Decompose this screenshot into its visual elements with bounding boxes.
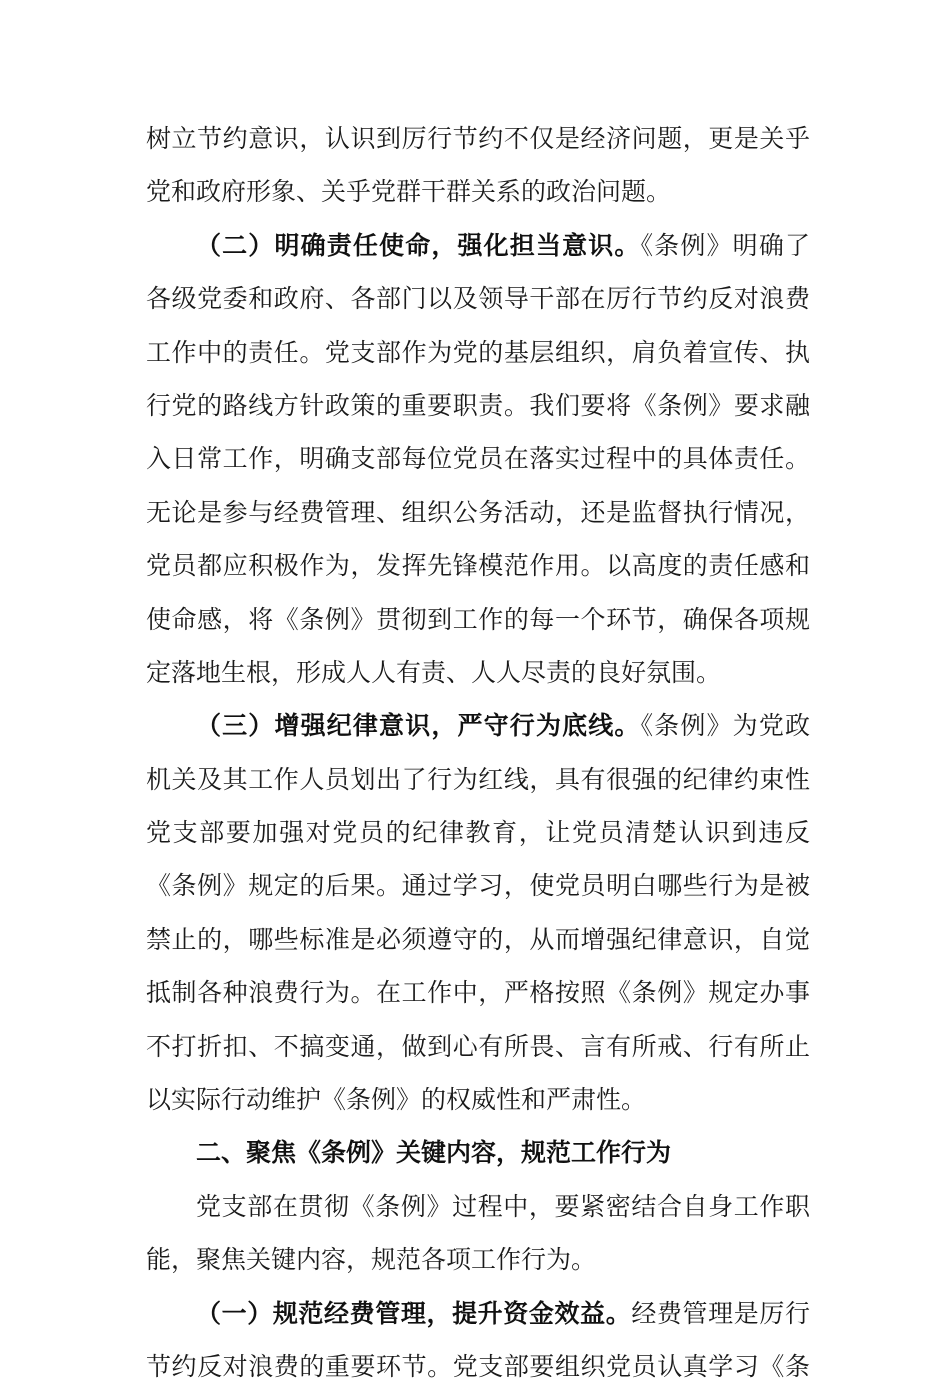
section-lead-text: 《条例》明确了 bbox=[640, 230, 810, 260]
paragraph-line: 《条例》规定的后果。通过学习，使党员明白哪些行为是被 bbox=[146, 871, 810, 901]
paragraph-line: 以实际行动维护《条例》的权威性和严肃性。 bbox=[146, 1085, 647, 1115]
paragraph-line: 使命感，将《条例》贯彻到工作的每一个环节，确保各项规 bbox=[146, 604, 810, 634]
paragraph-line: 不打折扣、不搞变通，做到心有所畏、言有所戒、行有所止 bbox=[146, 1031, 810, 1061]
document-body bbox=[146, 112, 810, 1393]
paragraph-line: 节约反对浪费的重要环节。党支部要组织党员认真学习《条 bbox=[146, 1351, 810, 1381]
paragraph-line: 能，聚焦关键内容，规范各项工作行为。 bbox=[146, 1245, 597, 1275]
section-lead-line bbox=[146, 219, 810, 272]
paragraph-line: 禁止的，哪些标准是必须遵守的，从而增强纪律意识，自觉 bbox=[146, 924, 810, 954]
section-lead-text: 经费管理是厉行 bbox=[631, 1298, 810, 1328]
section-lead-heading: （三）增强纪律意识，严守行为底线。 bbox=[196, 711, 641, 741]
paragraph-line: 党支部在贯彻《条例》过程中，要紧密结合自身工作职 bbox=[196, 1191, 810, 1221]
paragraph-line: 党支部要加强对党员的纪律教育，让党员清楚认识到违反 bbox=[146, 818, 810, 848]
section-lead-line bbox=[146, 699, 810, 752]
paragraph-line: 无论是参与经费管理、组织公务活动，还是监督执行情况， bbox=[146, 497, 810, 527]
section-heading: 二、聚焦《条例》关键内容，规范工作行为 bbox=[196, 1138, 672, 1168]
paragraph-line: 行党的路线方针政策的重要职责。我们要将《条例》要求融 bbox=[146, 390, 810, 420]
section-lead-text: 《条例》为党政 bbox=[640, 711, 810, 741]
paragraph-line: 定落地生根，形成人人有责、人人尽责的良好氛围。 bbox=[146, 657, 722, 687]
paragraph-line: 党和政府形象、关乎党群干群关系的政治问题。 bbox=[146, 177, 672, 207]
paragraph-line: 机关及其工作人员划出了行为红线，具有很强的纪律约束性 bbox=[146, 764, 810, 794]
paragraph-line: 抵制各种浪费行为。在工作中，严格按照《条例》规定办事 bbox=[146, 978, 810, 1008]
section-lead-heading: （二）明确责任使命，强化担当意识。 bbox=[196, 230, 641, 260]
paragraph-line: 各级党委和政府、各部门以及领导干部在厉行节约反对浪费 bbox=[146, 284, 810, 314]
paragraph-line: 工作中的责任。党支部作为党的基层组织，肩负着宣传、执 bbox=[146, 337, 810, 367]
paragraph-line: 入日常工作，明确支部每位党员在落实过程中的具体责任。 bbox=[146, 444, 810, 474]
paragraph-line: 党员都应积极作为，发挥先锋模范作用。以高度的责任感和 bbox=[146, 551, 810, 581]
paragraph-line: 树立节约意识，认识到厉行节约不仅是经济问题，更是关乎 bbox=[146, 124, 810, 153]
section-lead-heading: （一）规范经费管理，提升资金效益。 bbox=[196, 1298, 632, 1328]
section-lead-line bbox=[146, 1287, 810, 1340]
